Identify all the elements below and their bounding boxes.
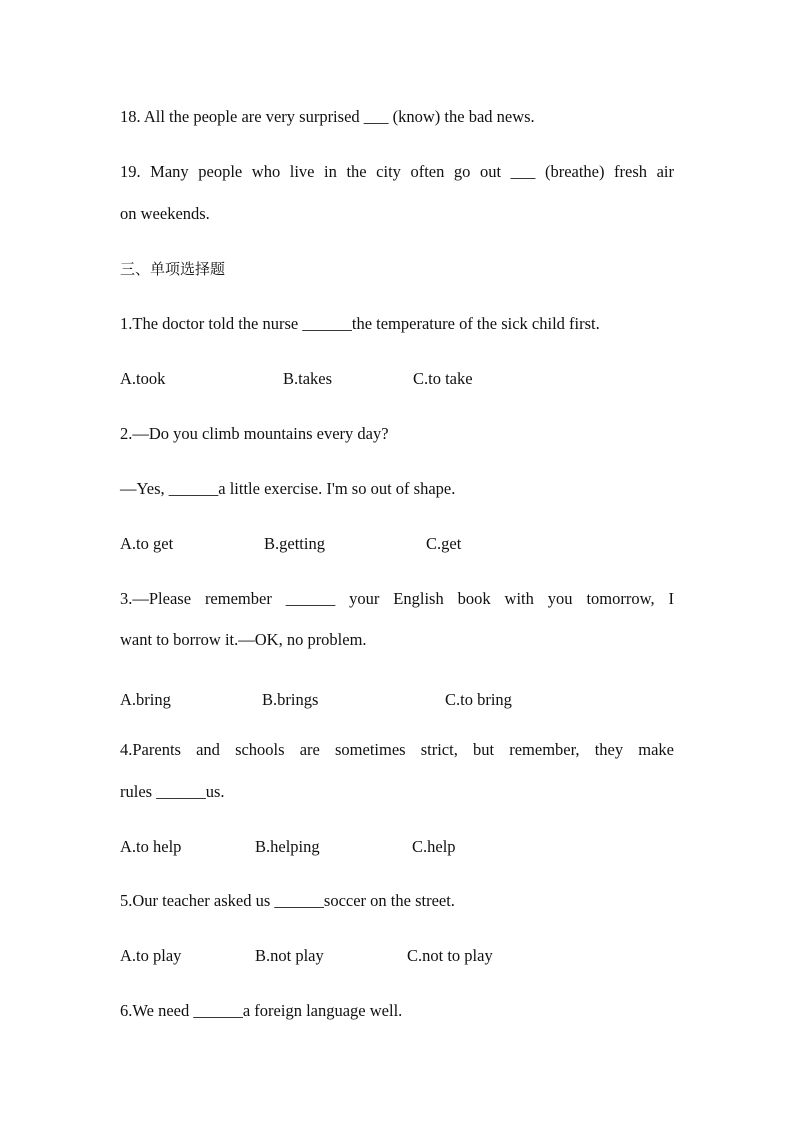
question-3-stem-line-1: 3.—Please remember ______ your English book with you tomorrow, I [120,589,674,608]
question-2-option-a: A.to get [120,534,174,553]
question-5-option-c: C.not to play [407,946,493,965]
question-2-option-b: B.getting [264,534,325,553]
question-3-option-c: C.to bring [445,690,512,709]
question-6-stem: 6.We need ______a foreign language well. [120,1001,403,1020]
question-5-option-b: B.not play [255,946,324,965]
question-3-stem-line-2: want to borrow it.—OK, no problem. [120,630,367,649]
question-1-option-c: C.to take [413,369,473,388]
question-19-line-1: 19. Many people who live in the city often go out ___ (breathe) fresh air [120,162,674,181]
question-4-option-b: B.helping [255,837,320,856]
question-1-stem: 1.The doctor told the nurse ______the temperature of the sick child first. [120,314,600,333]
section-heading: 三、单项选择题 [120,260,226,278]
question-18: 18. All the people are very surprised ___ (know) the bad news. [120,107,535,126]
question-3-option-a: A.bring [120,690,171,709]
question-5-option-a: A.to play [120,946,182,965]
question-5-stem: 5.Our teacher asked us ______soccer on the street. [120,891,455,910]
question-2-stem-line-2: —Yes, ______a little exercise. I'm so out of shape. [120,479,456,498]
question-1-option-a: A.took [120,369,166,388]
question-2-stem-line-1: 2.—Do you climb mountains every day? [120,424,389,443]
question-19-line-2: on weekends. [120,204,210,223]
question-4-option-c: C.help [412,837,456,856]
question-1-option-b: B.takes [283,369,333,388]
question-4-option-a: A.to help [120,837,182,856]
question-3-option-b: B.brings [262,690,319,709]
question-2-option-c: C.get [426,534,462,553]
question-4-stem-line-2: rules ______us. [120,782,225,801]
question-4-stem-line-1: 4.Parents and schools are sometimes strict, but remember, they make [120,740,674,759]
